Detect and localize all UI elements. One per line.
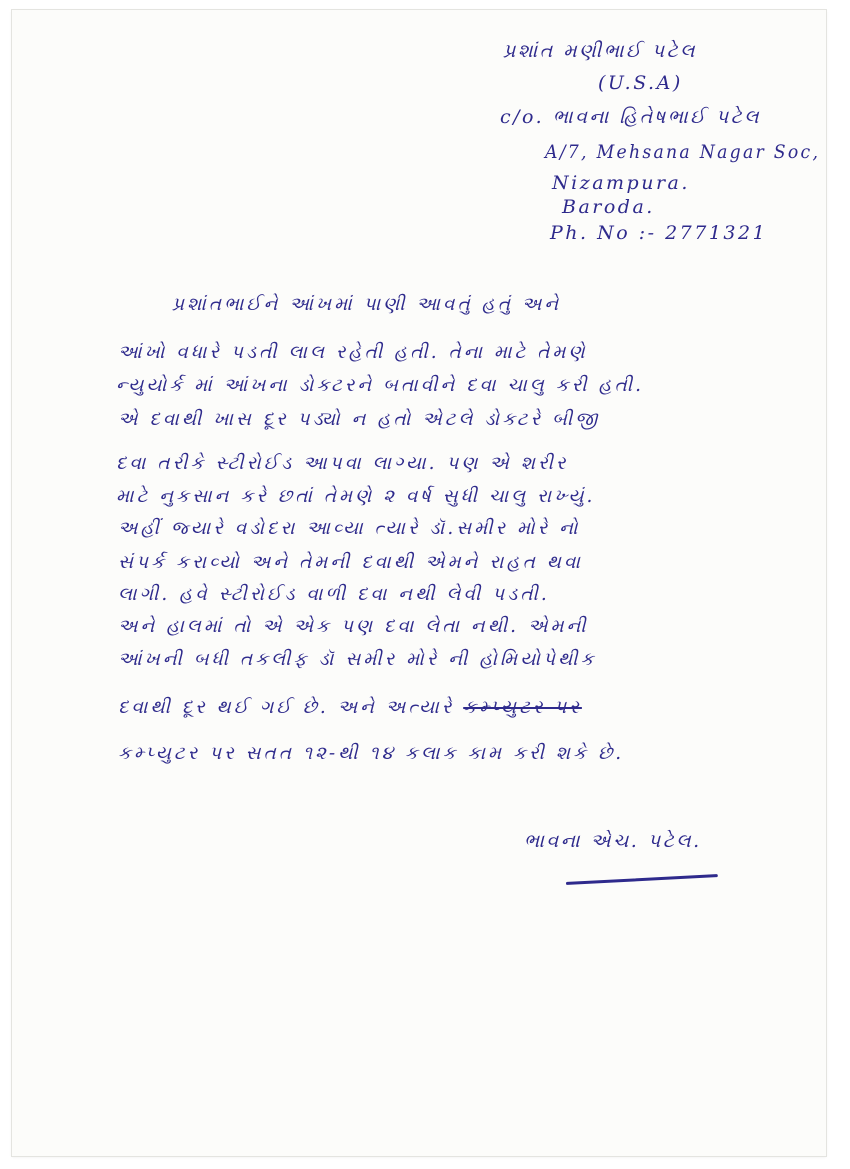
body-line-text: દવાથી દૂર થઈ ગઈ છે. અને અત્યારે: [118, 697, 455, 718]
phone-line: Ph. No :- 2771321: [550, 222, 768, 244]
street-line: A/7, Mehsana Nagar Soc,: [545, 141, 821, 163]
area-line: Nizampura.: [552, 172, 690, 194]
care-of-line: c/o. ભાવના હિતેષભાઈ પટેલ: [500, 106, 762, 128]
sender-name: પ્રશાંત મણીભાઈ પટેલ: [503, 40, 698, 62]
body-line: માટે નુકસાન કરે છતાં તેમણે ૨ વર્ષ સુધી ચાલુ રાખ્યું.: [116, 486, 596, 507]
signature: ભાવના એચ. પટેલ.: [524, 830, 702, 852]
struck-out-text: કમ્પ્યુટર પર: [463, 697, 582, 718]
body-line: એ દવાથી ખાસ દૂર પડ્યો ન હતો એટલે ડોક્ટરે બીજી: [118, 409, 601, 430]
body-line: દવા તરીકે સ્ટીરોઈડ આપવા લાગ્યા. પણ એ શરીર: [116, 453, 569, 474]
city-line: Baroda.: [562, 196, 655, 218]
body-line: કમ્પ્યુટર પર સતત ૧૨-થી ૧૪ કલાક કામ કરી શકે છે.: [118, 743, 625, 764]
body-line: આંખની બધી તકલીફ ડૉ સમીર મોરે ની હોમિયોપેથીક: [118, 649, 597, 670]
body-line: સંપર્ક કરાવ્યો અને તેમની દવાથી એમને રાહત થવા: [118, 552, 583, 573]
body-line: ન્યુયોર્ક માં આંખના ડોક્ટરને બતાવીને દવા ચાલુ કરી હતી.: [116, 375, 644, 396]
body-line: પ્રશાંતભાઈને આંખમાં પાણી આવતું હતું અને: [172, 294, 562, 315]
body-line: [118, 697, 582, 718]
body-line: લાગી. હવે સ્ટીરોઈડ વાળી દવા નથી લેવી પડતી.: [118, 584, 550, 605]
letter-paper: [12, 10, 826, 1156]
body-line: અહીં જ્યારે વડોદરા આવ્યા ત્યારે ડૉ.સમીર મોરે નો: [118, 518, 581, 539]
sender-country: (U.S.A): [598, 72, 683, 94]
body-line: અને હાલમાં તો એ એક પણ દવા લેતા નથી. એમની: [118, 616, 589, 637]
body-line: આંખો વધારે પડતી લાલ રહેતી હતી. તેના માટે તેમણે: [118, 342, 588, 363]
